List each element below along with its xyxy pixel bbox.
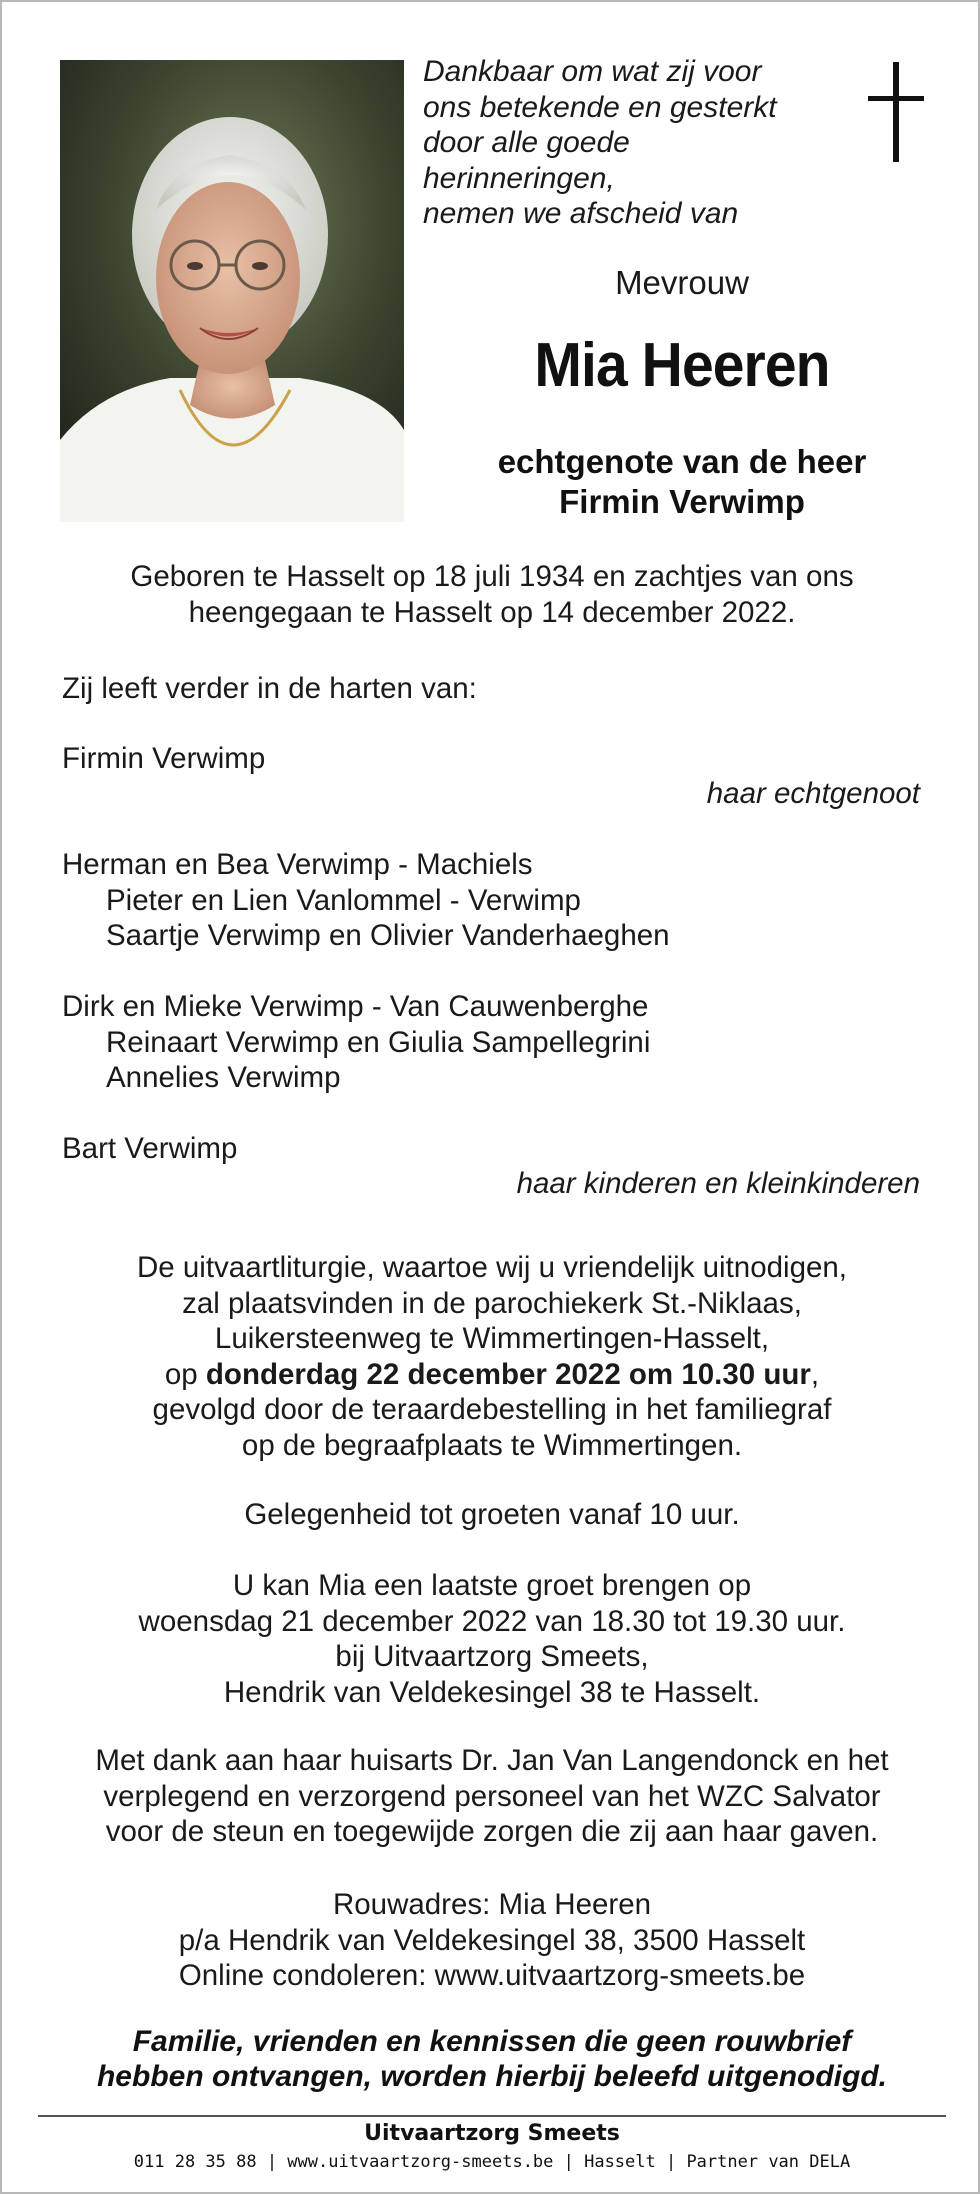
family-member: Annelies Verwimp — [106, 1061, 341, 1094]
spouse-info — [422, 442, 942, 522]
footer-contact: 011 28 35 88 | www.uitvaartzorg-smeets.be | Hasselt | Partner van DELA — [133, 2152, 851, 2172]
family-member: Reinaart Verwimp en Giulia Sampellegrini — [106, 1025, 651, 1059]
thanks-line: verplegend en verzorgend personeel van het WZC Salvator — [103, 1779, 881, 1813]
intro-line: door alle goede — [423, 126, 630, 159]
birth-death-info — [2, 559, 980, 630]
visit-line: bij Uitvaartzorg Smeets, — [335, 1640, 649, 1673]
family-group-2 — [62, 989, 650, 1096]
cross-icon — [868, 62, 924, 162]
condolence-link[interactable]: Online condoleren: www.uitvaartzorg-smeets.be — [178, 1959, 806, 1992]
visit-line: U kan Mia een laatste groet brengen op — [232, 1569, 752, 1602]
spouse-name: Firmin Verwimp — [559, 483, 805, 520]
family-role: haar kinderen en kleinkinderen — [516, 1167, 920, 1200]
thanks-line: voor de steun en toegewijde zorgen die zij aan haar gaven. — [105, 1815, 879, 1848]
family-member: Pieter en Lien Vanlommel - Verwimp — [106, 883, 581, 917]
portrait-photo-illustration — [60, 60, 404, 522]
intro-text — [423, 54, 823, 232]
family-group-3-head: Bart Verwimp — [62, 1132, 238, 1165]
address-line: p/a Hendrik van Veldekesingel 38, 3500 Hasselt — [178, 1923, 806, 1957]
ceremony-line: zal plaatsvinden in de parochiekerk St.-Niklaas, — [182, 1286, 802, 1320]
final-note-line: hebben ontvangen, worden hierbij beleefd uitgenodigd. — [96, 2060, 888, 2093]
family-member: Saartje Verwimp en Olivier Vanderhaeghen — [106, 919, 670, 952]
family-head: Dirk en Mieke Verwimp - Van Cauwenberghe — [62, 990, 649, 1023]
ceremony-line: De uitvaartliturgie, waartoe wij u vriendelijk uitnodigen, — [136, 1251, 847, 1284]
ceremony-info — [2, 1250, 980, 1463]
husband-name: Firmin Verwimp — [62, 742, 266, 775]
intro-line: herinneringen, — [423, 161, 615, 195]
intro-line: Dankbaar om wat zij voor — [423, 55, 762, 88]
ceremony-date: donderdag 22 december 2022 om 10.30 uur — [205, 1357, 811, 1391]
final-note-line: Familie, vrienden en kennissen die geen rouwbrief — [132, 2025, 852, 2058]
thanks-info — [2, 1743, 980, 1850]
birth-line: Geboren te Hasselt op 18 juli 1934 en zachtjes van ons — [130, 560, 854, 593]
ceremony-date-line: op donderdag 22 december 2022 om 10.30 uur, — [164, 1357, 820, 1391]
family-group-1 — [62, 847, 670, 954]
footer-divider — [38, 2115, 946, 2117]
family-head: Herman en Bea Verwimp - Machiels — [62, 848, 533, 881]
footer-company: Uitvaartzorg Smeets — [364, 2121, 620, 2146]
address-line: Rouwadres: Mia Heeren — [332, 1888, 652, 1921]
greeting-info: Gelegenheid tot groeten vanaf 10 uur. — [244, 1498, 740, 1531]
visit-info — [2, 1568, 980, 1710]
salutation: Mevrouw — [615, 264, 749, 301]
final-note — [2, 2024, 980, 2094]
portrait-photo — [60, 60, 404, 522]
visit-line: Hendrik van Veldekesingel 38 te Hasselt. — [223, 1675, 761, 1709]
spouse-line: echtgenote van de heer — [497, 443, 867, 480]
lives-on-heading: Zij leeft verder in de harten van: — [62, 672, 477, 705]
deceased-name: Mia Heeren — [534, 331, 830, 400]
address-info — [2, 1887, 980, 1994]
thanks-line: Met dank aan haar huisarts Dr. Jan Van Langendonck en het — [95, 1744, 889, 1777]
death-line: heengegaan te Hasselt op 14 december 2022. — [188, 595, 796, 629]
husband-role: haar echtgenoot — [706, 777, 920, 810]
ceremony-line: gevolgd door de teraardebestelling in het familiegraf — [152, 1393, 832, 1426]
intro-line: ons betekende en gesterkt — [423, 90, 777, 124]
ceremony-line: op de begraafplaats te Wimmertingen. — [241, 1428, 743, 1462]
intro-line: nemen we afscheid van — [423, 197, 739, 230]
ceremony-line: Luikersteenweg te Wimmertingen-Hasselt, — [214, 1322, 770, 1355]
visit-line: woensdag 21 december 2022 van 18.30 tot 19.30 uur. — [138, 1604, 846, 1638]
